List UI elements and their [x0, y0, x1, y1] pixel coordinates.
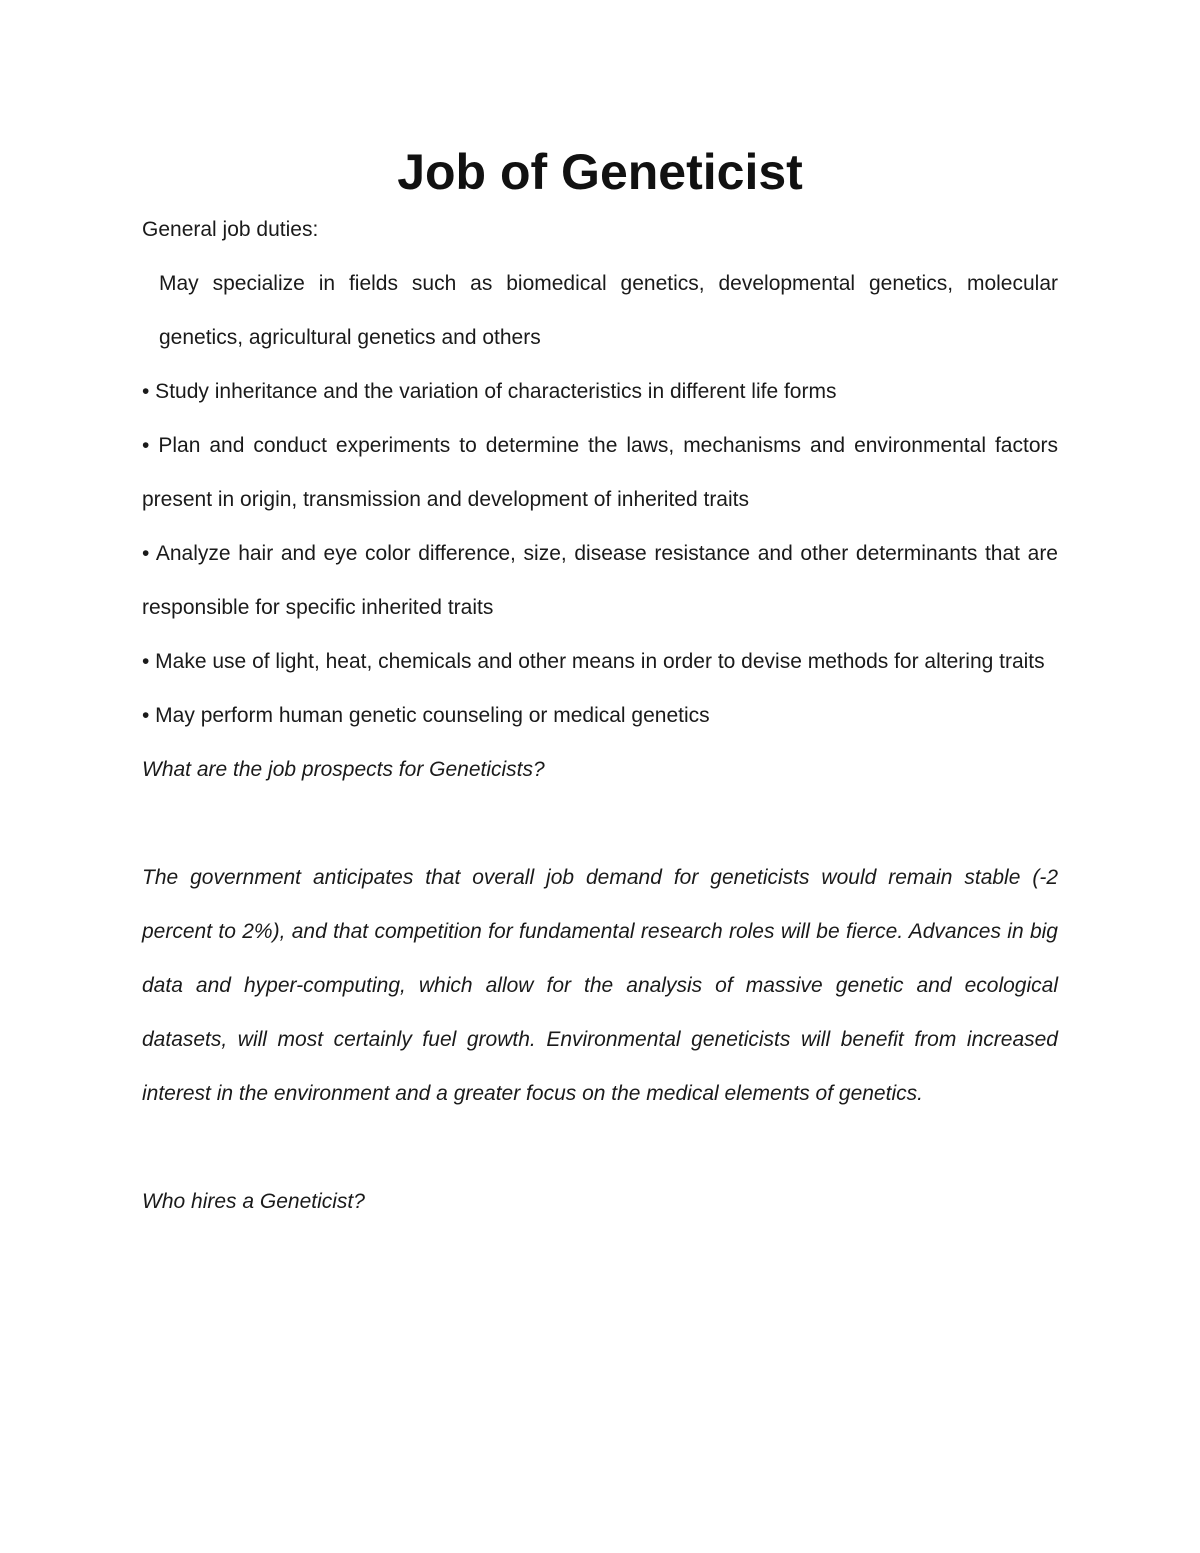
question-job-prospects: What are the job prospects for Geneticists? — [142, 758, 545, 781]
document-title: Job of Geneticist — [397, 144, 803, 200]
duty-bullet: • Study inheritance and the variation of characteristics in different life forms — [142, 380, 837, 403]
spacer — [142, 1121, 1058, 1175]
duty-bullet: • Analyze hair and eye color difference, size, disease resistance and other determinants that are responsible for specific inherited traits — [142, 542, 1058, 619]
document-body — [142, 203, 1058, 1229]
intro-paragraph: May specialize in fields such as biomedical genetics, developmental genetics, molecular genetics, agricultural genetics and others — [159, 272, 1058, 349]
answer-job-prospects: The government anticipates that overall job demand for geneticists would remain stable (-2 percent to 2%), and that competition for fundamental research roles will be fierce. Advances in big data and hyper-computing, which allow for the analysis of massive genetic and ecological datasets, will most certainly fuel growth. Environmental geneticists will benefit from increased interest in the environment and a greater focus on the medical elements of genetics. — [142, 866, 1058, 1105]
duty-bullet: • May perform human genetic counseling or medical genetics — [142, 704, 710, 727]
duty-bullet: • Plan and conduct experiments to determine the laws, mechanisms and environmental factors present in origin, transmission and development of inherited traits — [142, 434, 1058, 511]
spacer — [142, 797, 1058, 851]
duty-bullet: • Make use of light, heat, chemicals and other means in order to devise methods for altering traits — [142, 650, 1045, 673]
intro-label: General job duties: — [142, 218, 319, 241]
question-who-hires: Who hires a Geneticist? — [142, 1190, 365, 1213]
